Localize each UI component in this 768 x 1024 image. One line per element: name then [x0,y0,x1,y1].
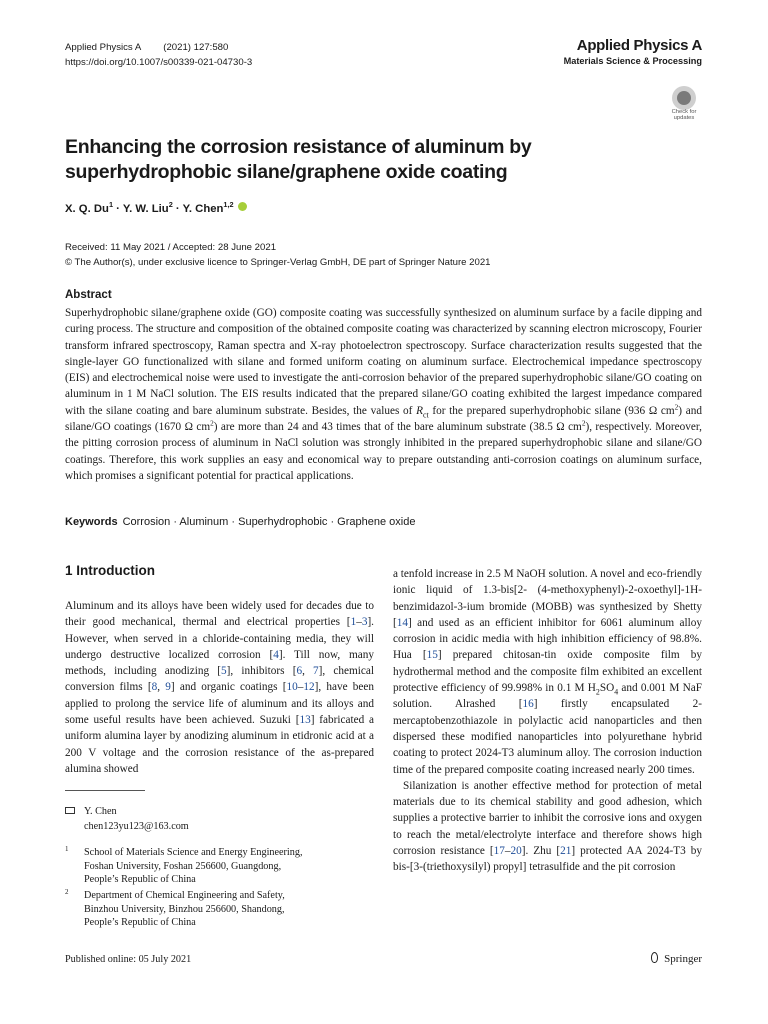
affiliation-2: 2 Department of Chemical Engineering and Safety, Binzhou University, Binzhou 256600, Shandong, People’s Republic of China [65,888,285,929]
keywords-list: Corrosion · Aluminum · Superhydrophobic · Graphene oxide [122,516,416,528]
citation-link[interactable]: 5 [221,665,227,678]
abstract-heading: Abstract [65,289,112,301]
volume-info: (2021) 127:580 [163,42,229,53]
affiliation-1: 1 School of Materials Science and Energy Engineering, Foshan University, Foshan 256600, Guangdong, People’s Republic of China [65,845,303,886]
citation-link[interactable]: 9 [165,681,171,694]
citation-link[interactable]: 16 [522,698,534,711]
copyright-notice: © The Author(s), under exclusive licence to Springer-Verlag GmbH, DE part of Springer Nature 2021 [65,257,491,268]
section-heading-introduction: 1 Introduction [65,563,155,578]
journal-subtitle: Materials Science & Processing [563,56,702,66]
check-for-updates-badge[interactable]: Check for updates [664,84,704,124]
orcid-icon[interactable] [238,202,247,211]
paragraph: a tenfold increase in 2.5 M NaOH solution. A novel and eco-friendly ionic liquid of 1.3-bis[2- (4-methoxyphenyl)-2-oxoethyl]-1H-benzimidazol-3-ium bromide (MOBB) was synthesized by Shetty [14] and used as an efficient inhibitor for 6061 aluminum alloy corrosion in acidic media with high inhibition efficiency of 98.8%. Hua [15] prepared chitosan-tin oxide composite film by hydrothermal method and the composite film exhibited an excellent protective efficiency of 99.998% in 0.1 M $H_2SO_4$ and 0.001 M NaF solution. Alrashed [16] firstly encapsulated 2-mercaptobenzothiazole in polylactic acid nanoparticles and then dispersed these modified nanoparticles into polyurethane hybrid coating to protect 2024-T3 aluminum alloy. The corrosion induction time of the prepared composite coating increased nearly 200 times. [393,568,702,776]
citation-link[interactable]: 3 [361,616,368,629]
contact-email[interactable]: chen123yu123@163.com [84,821,189,832]
article-title: Enhancing the corrosion resistance of aluminum by superhydrophobic silane/graphene oxide coating [65,136,532,183]
citation-link[interactable]: 7 [313,665,319,678]
keywords-label: Keywords [65,516,118,528]
citation-link[interactable]: 12 [303,681,315,694]
received-accepted: Received: 11 May 2021 / Accepted: 28 June 2021 [65,242,277,253]
publisher-logo [650,952,702,965]
paragraph: Silanization is another effective method for protection of metal materials due to its chemical stability and good adhesion, which supplies a protective barrier to inhibit the corrosive ions and oxygen to reach the metal/electrolyte interface and therefore shows high corrosion resistance [17–20]. Zhu [21] protected AA 2024-T3 by bis-[3-(triethoxysilyl) propyl] tetrasulfide and the pit corrosion [393,779,702,874]
keywords [65,516,415,528]
journal-title: Applied Physics A [576,37,702,54]
citation-link[interactable]: 1 [350,616,357,629]
abstract-text: Superhydrophobic silane/graphene oxide (GO) composite coating was successfully synthesized on aluminum surface by a facile dipping and curing process. The structure and composition of the obtained composite coating was characterized by scanning electron microscopy, Fourier transform infrared spectroscopy, Raman spectra and X-ray photoelectron spectroscopy. Surface characterization results suggested that the single-layer GO functionalized with silane and formed uniform coating on aluminum surface. Electrochemical impedance spectroscopy (EIS) and electrochemical noise were used to investigate the anti-corrosion behavior of the prepared superhydrophobic silane/GO coating on aluminum in 1 M NaCl solution. The EIS results indicated that the prepared silane/GO coating exhibited the largest impedance compared with the silane coating and bare aluminum substrate. Besides, the values of $R_{ct}$ for the prepared superhydrophobic silane (936 Ω $cm^2$) and silane/GO coatings (1670 Ω $cm^2$) are more than 24 and 43 times that of the bare aluminum substrate (38.5 Ω $cm^2$), respectively. Moreover, the pitting corrosion process of aluminum in NaCl solution was strongly inhibited in the prepared superhydrophobic silane and silane/GO coatings. Therefore, this work supplies an easy and economical way to prepare outstanding anti-corrosion coatings on aluminum surface, which promises a significant potential for practical applications. [65,307,702,482]
author-name[interactable]: X. Q. Du [65,203,109,215]
introduction-left-column: Aluminum and its alloys have been widely used for decades due to their good mechanical, thermal and electrical properties [1–3]. However, when served in a chloride-containing media, they will undergo destructive localized corrosion [4]. Till now, many methods, including anodizing [5], inhibitors [6, 7], chemical conversion films [8, 9] and organic coatings [10–12], have been applied to prolong the service life of aluminum and its alloys and some useful results have been achieved. Suzuki [13] fabricated a uniform alumina layer by anodizing aluminum in etidronic acid at a 200 V voltage and the corrosion resistance of the as-prepared alumina showed [65,600,375,775]
article-dates [65,240,491,270]
citation-link[interactable]: 17 [493,845,505,858]
doi-link[interactable]: https://doi.org/10.1007/s00339-021-04730-3 [65,57,253,68]
contact-name: Y. Chen [84,806,117,817]
author-name[interactable]: Y. Chen [182,203,224,215]
running-header [65,40,252,70]
footnote-divider [65,790,145,791]
corresponding-author [65,804,189,834]
citation-link[interactable]: 6 [296,665,303,678]
publisher-name: Springer [664,953,702,965]
introduction-right-column [393,566,702,876]
check-updates-icon [672,86,696,110]
citation-link[interactable]: 13 [299,714,311,727]
journal-short-name: Applied Physics A [65,42,142,53]
citation-link[interactable]: 10 [286,681,298,694]
citation-link[interactable]: 20 [510,845,522,858]
author-list: X. Q. $Du^1 \cdot Y$. W. Liu$^2$ · Y. Chen$^{1,2}$ [65,202,247,215]
citation-link[interactable]: 8 [151,681,158,694]
citation-link[interactable]: 4 [273,648,279,661]
envelope-icon [65,807,75,814]
journal-masthead [564,37,702,66]
citation-link[interactable]: 21 [560,845,572,858]
published-date: Published online: 05 July 2021 [65,954,192,965]
springer-horse-icon [650,952,660,964]
citation-link[interactable]: 15 [426,649,438,662]
citation-link[interactable]: 14 [396,616,408,629]
author-name[interactable]: Y. W. Liu [122,203,169,215]
